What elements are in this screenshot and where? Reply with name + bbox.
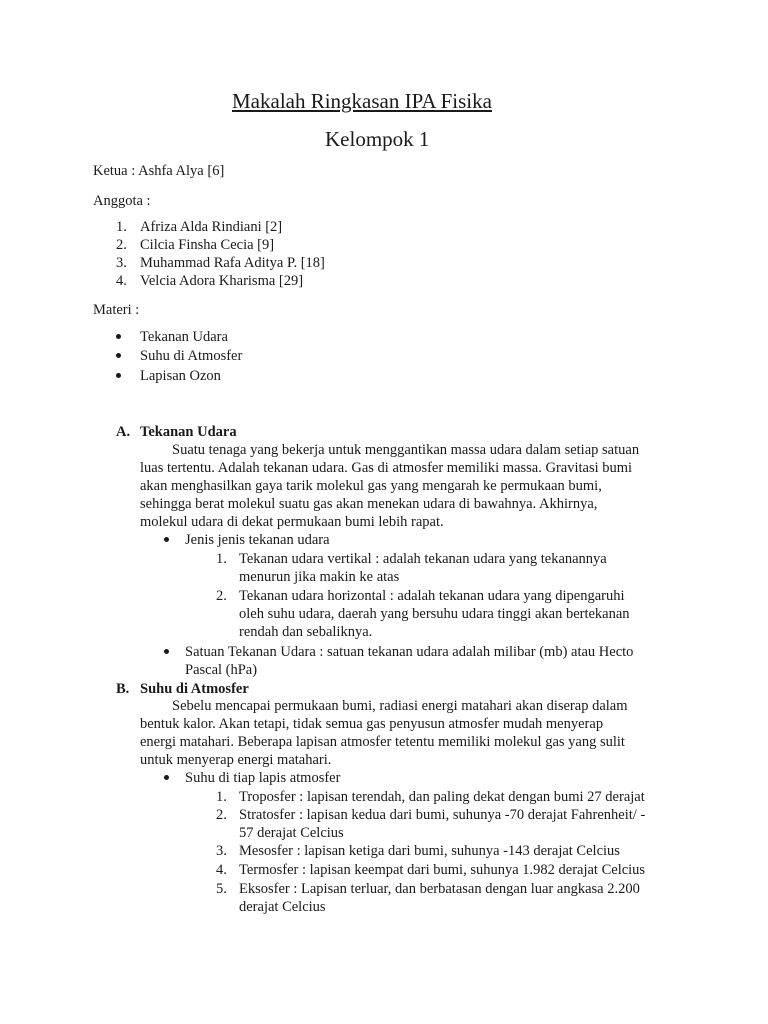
document-subtitle: Kelompok 1	[325, 127, 430, 151]
section-a-paragraph-line: molekul udara di dekat permukaan bumi lebih rapat.	[140, 514, 444, 530]
section-a-bullet: Pascal (hPa)	[185, 662, 258, 678]
materi-label: Materi :	[93, 302, 140, 318]
layer-number: 4.	[216, 862, 227, 878]
section-b-heading: Suhu di Atmosfer	[140, 681, 249, 697]
bullet-icon	[164, 775, 169, 780]
pressure-type-line: rendah dan sebaliknya.	[239, 624, 373, 640]
section-a-paragraph-line: akan menghasilkan gaya tarik molekul gas yang mengarah ke permukaan bumi,	[140, 478, 602, 494]
section-a-paragraph-line: luas tertentu. Adalah tekanan udara. Gas di atmosfer memiliki massa. Gravitasi bumi	[140, 460, 633, 476]
anggota-number: 1.	[116, 219, 127, 235]
pressure-type-line: Tekanan udara vertikal : adalah tekanan udara yang tekanannya	[239, 551, 607, 567]
anggota-item: Cilcia Finsha Cecia [9]	[140, 237, 275, 253]
pressure-type-line: menurun jika makin ke atas	[239, 569, 400, 585]
section-b-letter: B.	[116, 681, 130, 697]
anggota-number: 3.	[116, 255, 127, 271]
layer-number: 5.	[216, 881, 227, 897]
layer-line: 57 derajat Celcius	[239, 825, 344, 841]
section-b-paragraph-line: Sebelu mencapai permukaan bumi, radiasi energi matahari akan diserap dalam	[172, 698, 628, 714]
section-a-letter: A.	[116, 424, 131, 440]
layer-number: 2.	[216, 807, 227, 823]
layer-number: 3.	[216, 843, 227, 859]
materi-item: Suhu di Atmosfer	[140, 348, 243, 364]
bullet-icon	[116, 373, 121, 378]
pressure-type-number: 2.	[216, 588, 227, 604]
anggota-item: Muhammad Rafa Aditya P. [18]	[140, 255, 325, 271]
layer-line: derajat Celcius	[239, 899, 326, 915]
layer-number: 1.	[216, 789, 227, 805]
layer-line: Eksosfer : Lapisan terluar, dan berbatasan dengan luar angkasa 2.200	[239, 881, 640, 897]
section-a-heading: Tekanan Udara	[140, 424, 237, 440]
pressure-type-line: Tekanan udara horizontal : adalah tekanan udara yang dipengaruhi	[239, 588, 625, 604]
anggota-item: Velcia Adora Kharisma [29]	[140, 273, 304, 289]
section-a-bullet: Satuan Tekanan Udara : satuan tekanan udara adalah milibar (mb) atau Hecto	[185, 644, 634, 660]
materi-item: Lapisan Ozon	[140, 368, 221, 384]
bullet-icon	[164, 649, 169, 654]
layer-line: Termosfer : lapisan keempat dari bumi, suhunya 1.982 derajat Celcius	[239, 862, 646, 878]
anggota-label: Anggota :	[93, 193, 151, 209]
document-title: Makalah Ringkasan IPA Fisika	[232, 89, 492, 113]
section-b-bullet: Suhu di tiap lapis atmosfer	[185, 770, 341, 786]
bullet-icon	[116, 353, 121, 358]
layer-line: Stratosfer : lapisan kedua dari bumi, suhunya -70 derajat Fahrenheit/ -	[239, 807, 646, 823]
ketua-line: Ketua : Ashfa Alya [6]	[93, 163, 225, 179]
layer-line: Mesosfer : lapisan ketiga dari bumi, suhunya -143 derajat Celcius	[239, 843, 620, 859]
section-a-paragraph-line: Suatu tenaga yang bekerja untuk menggantikan massa udara dalam setiap satuan	[172, 442, 640, 458]
materi-item: Tekanan Udara	[140, 329, 228, 345]
bullet-icon	[116, 334, 121, 339]
anggota-number: 4.	[116, 273, 127, 289]
section-b-paragraph-line: energi matahari. Beberapa lapisan atmosfer tetentu memiliki molekul gas yang sulit	[140, 734, 625, 750]
section-a-paragraph-line: sehingga berat molekul suatu gas akan menekan udara di bawahnya. Akhirnya,	[140, 496, 598, 512]
section-a-bullet: Jenis jenis tekanan udara	[185, 532, 330, 548]
anggota-number: 2.	[116, 237, 127, 253]
pressure-type-line: oleh suhu udara, daerah yang bersuhu udara tinggi akan bertekanan	[239, 606, 630, 622]
section-b-paragraph-line: untuk menyerap energi matahari.	[140, 752, 332, 768]
section-b-paragraph-line: bentuk kalor. Akan tetapi, tidak semua gas penyusun atmosfer mudah menyerap	[140, 716, 604, 732]
anggota-item: Afriza Alda Rindiani [2]	[140, 219, 283, 235]
layer-line: Troposfer : lapisan terendah, dan paling dekat dengan bumi 27 derajat	[239, 789, 645, 805]
pressure-type-number: 1.	[216, 551, 227, 567]
bullet-icon	[164, 537, 169, 542]
